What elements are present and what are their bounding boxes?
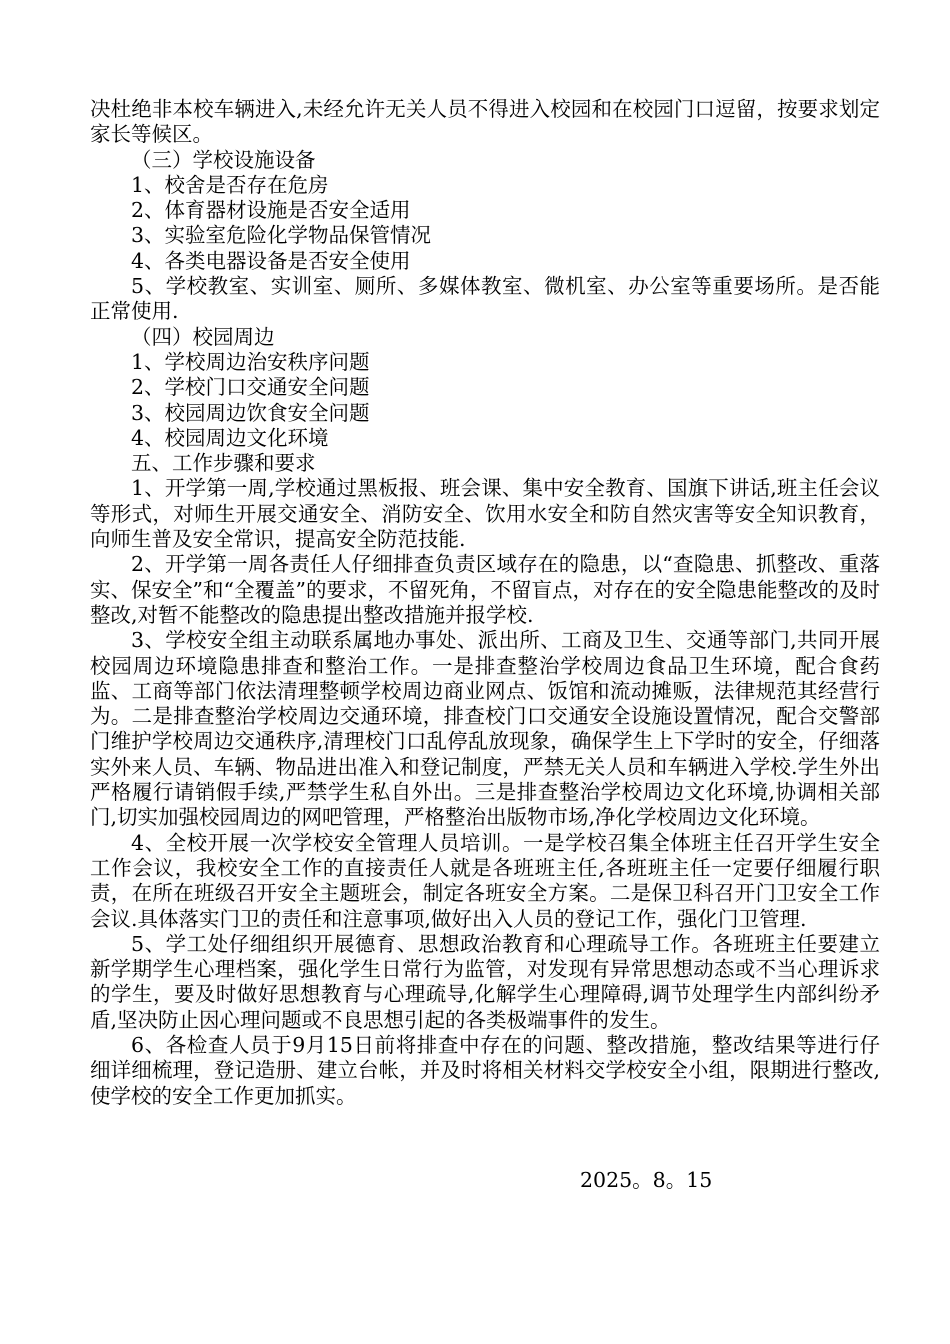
list-item: 2、体育器材设施是否安全适用	[131, 198, 411, 223]
list-item: 1、校舍是否存在危房	[131, 172, 329, 197]
step-paragraph: 1、开学第一周,学校通过黑板报、班会课、集中安全教育、国旗下讲话,班主任会议等形式，对师生开展交通安全、消防安全、饮用水安全和防自然灾害等安全知识教育，向师生普及安全常识，提高安全防范技能.	[90, 476, 880, 552]
step-paragraph: 3、学校安全组主动联系属地办事处、派出所、工商及卫生、交通等部门,共同开展校园周边环境隐患排查和整治工作。一是排查整治学校周边食品卫生环境，配合食药监、工商等部门依法清理整顿学校周边商业网点、饭馆和流动摊贩，法律规范其经营行为。二是排查整治学校周边交通环境，排查校门口交通安全设施设置情况，配合交警部门维护学校周边交通秩序,清理校门口乱停乱放现象，确保学生上下学时的安全，仔细落实外来人员、车辆、物品进出准入和登记制度，严禁无关人员和车辆进入学校.学生外出严格履行请销假手续,严禁学生私自外出。三是排查整治学校周边文化环境,协调相关部门,切实加强校园周边的网吧管理，严格整治出版物市场,净化学校周边文化环境。	[90, 628, 880, 830]
list-item: 4、各类电器设备是否安全使用	[131, 248, 411, 273]
list-item: 5、学校教室、实训室、厕所、多媒体教室、微机室、办公室等重要场所。是否能正常使用.	[90, 274, 880, 324]
step-paragraph: 4、全校开展一次学校安全管理人员培训。一是学校召集全体班主任召开学生安全工作会议，我校安全工作的直接责任人就是各班班主任,各班班主任一定要仔细履行职责，在所在班级召开安全主题班会，制定各班安全方案。二是保卫科召开门卫安全工作会议.具体落实门卫的责任和注意事项,做好出入人员的登记工作，强化门卫管理.	[90, 830, 880, 931]
section-heading-facilities: （三）学校设施设备	[131, 147, 316, 172]
list-item: 4、校园周边文化环境	[131, 425, 329, 450]
document-body	[90, 97, 880, 1109]
step-paragraph: 5、学工处仔细组织开展德育、思想政治教育和心理疏导工作。各班班主任要建立新学期学生心理档案，强化学生日常行为监管，对发现有异常思想动态或不当心理诉求的学生，要及时做好思想教育与心理疏导,化解学生心理障碍,调节处理学生内部纠纷矛盾,坚决防止因心理问题或不良思想引起的各类极端事件的发生。	[90, 931, 880, 1032]
section-heading-steps: 五、工作步骤和要求	[131, 451, 316, 476]
list-item: 3、校园周边饮食安全问题	[131, 400, 370, 425]
step-paragraph: 2、开学第一周各责任人仔细排查负责区域存在的隐患，以“查隐患、抓整改、重落实、保安全”和“全覆盖”的要求，不留死角，不留盲点，对存在的安全隐患能整改的及时整改,对暂不能整改的隐患提出整改措施并报学校.	[90, 552, 880, 627]
step-paragraph: 6、各检查人员于9月15日前将排查中存在的问题、整改措施，整改结果等进行仔细详细梳理，登记造册、建立台帐，并及时将相关材料交学校安全小组，限期进行整改,使学校的安全工作更加抓实。	[90, 1032, 880, 1108]
list-item: 2、学校门口交通安全问题	[131, 375, 370, 400]
list-item: 3、实验室危险化学物品保管情况	[131, 223, 432, 248]
list-item: 1、学校周边治安秩序问题	[131, 349, 370, 374]
document-date: 2025。8。15	[580, 1168, 713, 1192]
paragraph-continued: 决杜绝非本校车辆进入,未经允许无关人员不得进入校园和在校园门口逗留，按要求划定家长等候区。	[90, 97, 880, 147]
section-heading-surroundings: （四）校园周边	[131, 324, 275, 349]
